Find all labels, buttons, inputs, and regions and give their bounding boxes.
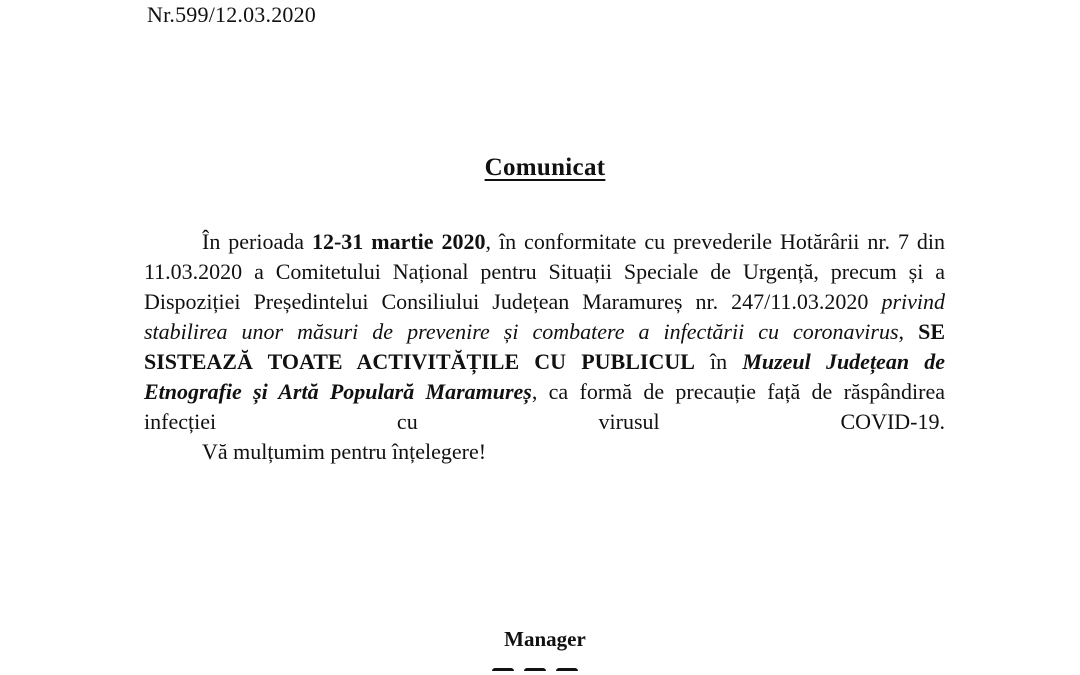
thanks-paragraph: Vă mulțumim pentru înțelegere! bbox=[202, 439, 487, 464]
announcement-paragraph bbox=[144, 227, 945, 437]
paragraph-text-separator: , bbox=[898, 319, 919, 344]
signature-role: Manager bbox=[504, 627, 586, 651]
museum-name: Muzeul Județean de Etnografie și Artă Populară Maramureș bbox=[144, 349, 945, 404]
paragraph-text-reason: , ca formă de precauție față de răspândirea infecției cu virusul COVID-19. bbox=[144, 379, 945, 434]
suspension-notice: SE SISTEAZĂ TOATE ACTIVITĂȚILE CU PUBLICUL bbox=[144, 319, 945, 374]
disposition-purpose: privind stabilirea unor măsuri de prevenire și combatere a infectării cu coronavirus bbox=[144, 289, 945, 344]
paragraph-text-intro: În perioada bbox=[202, 229, 312, 254]
paragraph-text-legal-basis: , în conformitate cu prevederile Hotărârii nr. 7 din 11.03.2020 a Comitetului Național pentru Situații Speciale de Urgență, precum și a Dispoziției Președintelui Consiliului Județean Maramureș nr. 247/11.03.2020 bbox=[144, 229, 946, 314]
reference-number: Nr.599/12.03.2020 bbox=[147, 2, 317, 27]
document-title: Comunicat bbox=[484, 154, 606, 181]
signature-name-cropped bbox=[492, 668, 592, 675]
document-body bbox=[144, 227, 945, 467]
paragraph-text-location-prefix: în bbox=[694, 349, 743, 374]
suspension-period: 12-31 martie 2020 bbox=[311, 229, 486, 254]
